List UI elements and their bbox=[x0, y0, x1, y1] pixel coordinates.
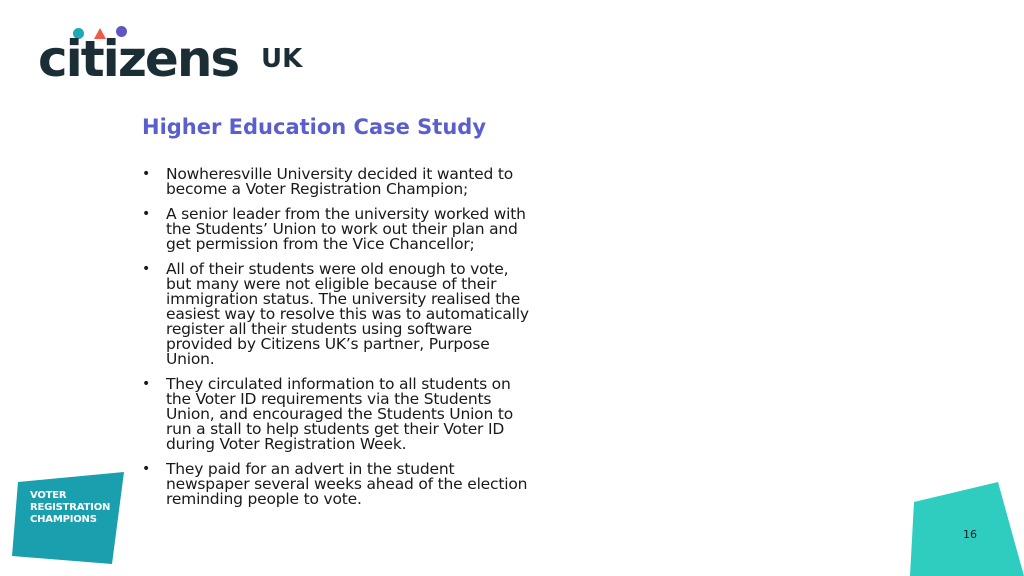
bullet-dot-icon: • bbox=[142, 261, 151, 277]
bullet-list bbox=[142, 167, 532, 517]
badge-line: VOTER bbox=[30, 490, 67, 501]
badge-line: CHAMPIONS bbox=[30, 514, 97, 525]
bullet-text: They paid for an advert in the student newspaper several weeks ahead of the election reminding people to vote. bbox=[166, 460, 528, 508]
citizens-uk-logo bbox=[38, 26, 318, 86]
badge-line: REGISTRATION bbox=[30, 502, 111, 513]
slide-title: Higher Education Case Study bbox=[142, 115, 487, 139]
bullet-item bbox=[142, 207, 532, 252]
bullet-dot-icon: • bbox=[142, 461, 151, 477]
bullet-dot-icon: • bbox=[142, 166, 151, 182]
bullet-dot-icon: • bbox=[142, 376, 151, 392]
bullet-dot-icon: • bbox=[142, 206, 151, 222]
bullet-text: Nowheresville University decided it wanted to become a Voter Registration Champion; bbox=[166, 165, 514, 198]
bullet-item bbox=[142, 462, 532, 507]
badge-text bbox=[30, 490, 110, 526]
bullet-item bbox=[142, 167, 532, 197]
bullet-text: All of their students were old enough to vote, but many were not eligible because of their immigration status. The university realised the easiest way to resolve this was to automatically register all their students using software provided by Citizens UK’s partner, Purpose Union. bbox=[166, 260, 529, 368]
bullet-item bbox=[142, 377, 532, 452]
bullet-item bbox=[142, 262, 532, 367]
bullet-text: A senior leader from the university worked with the Students’ Union to work out their plan and get permission from the Vice Chancellor; bbox=[166, 205, 526, 253]
voter-registration-champions-badge bbox=[12, 472, 128, 564]
page-number: 16 bbox=[963, 528, 977, 541]
bullet-text: They circulated information to all students on the Voter ID requirements via the Students Union, and encouraged the Students Union to run a stall to help students get their Voter ID during Voter Registration Week. bbox=[166, 375, 513, 453]
logo-wordmark: citizens bbox=[38, 30, 239, 88]
logo-suffix: UK bbox=[261, 44, 303, 74]
